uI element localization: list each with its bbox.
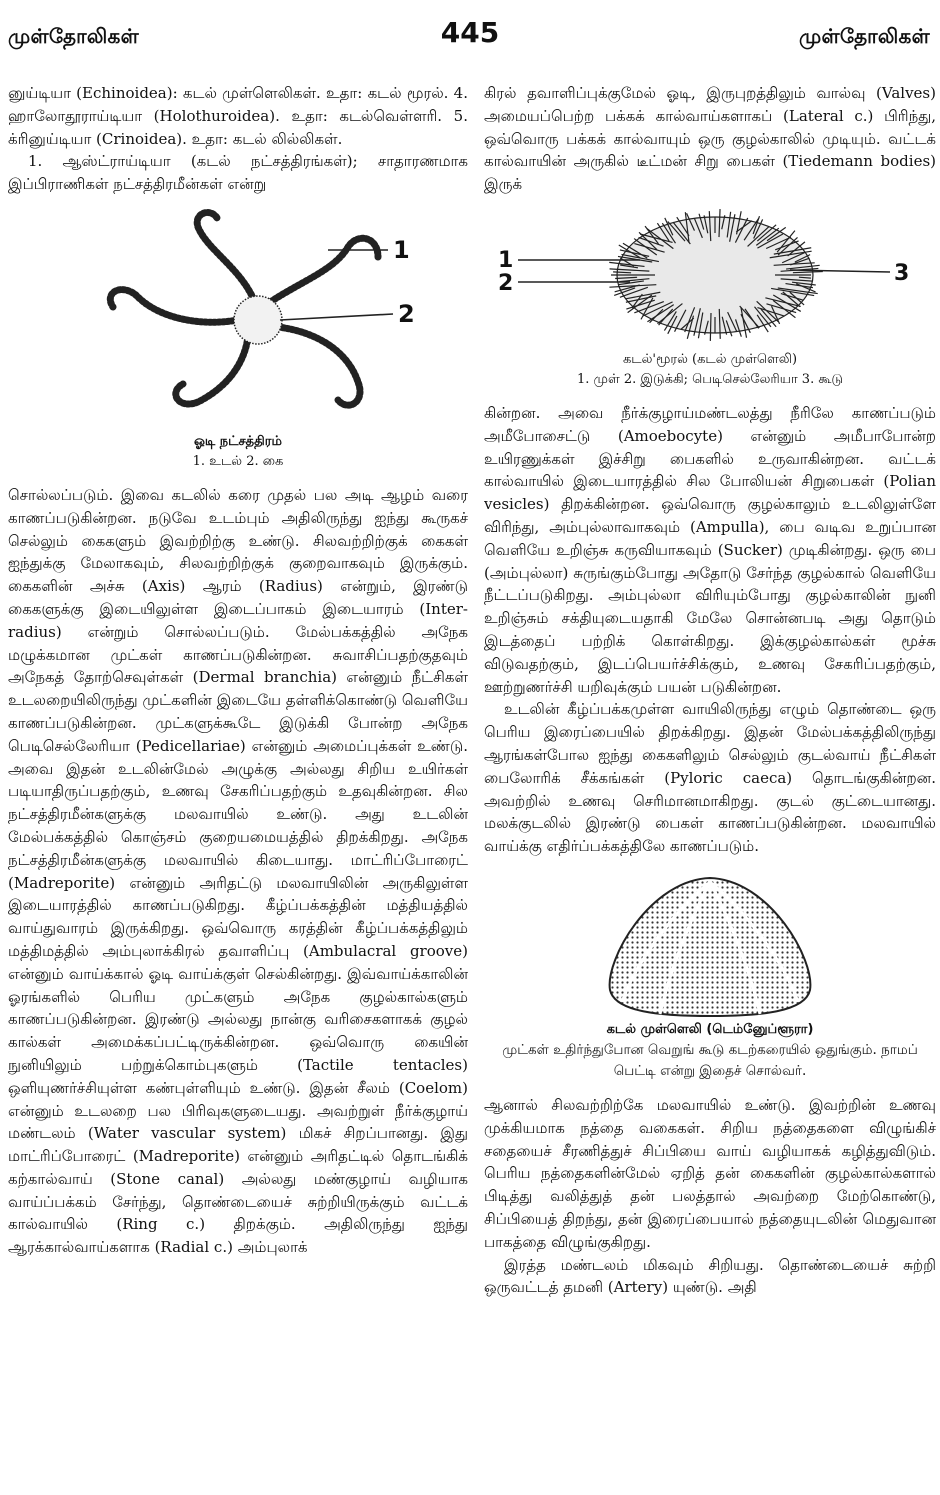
right-column	[484, 82, 936, 1489]
right-paragraph-4: ஆனால் சிலவற்றிற்கே மலவாயில் உண்டு. இவற்றின் உணவு முக்கியமாக நத்தை வகைகள். சிறிய நத்தைகளை விழுங்கிச் சதையைச் சீரணித்துச் சிப்பியை வாய் வழியாகக் கழித்துவிடும். பெரிய நத்தைகளின்மேல் ஏறித் தன் கைகளின் குழல்கால்களால் பிடித்து வலித்துத் தன் பலத்தால் அவற்றை மேற்கொண்டு, சிப்பியைத் திறந்து, தன் இரைப்பையால் நத்தையுடலின் மெதுவான பாகத்தை விழுங்குகிறது.	[484, 1095, 936, 1251]
brittle-star-caption-labels: 1. உடல் 2. கை	[192, 453, 284, 469]
right-paragraph-3: உடலின் கீழ்ப்பக்கமுள்ள வாயிலிருந்து எழும் தொண்டை ஒரு பெரிய இரைப்பையில் திறக்கிறது. இதன் மேல்பக்கத்திலிருந்து ஆரங்கள்போல ஐந்து கைகளிலும் செல்லும் குடல்வாய் நீட்சிகள் பைலோரிக் சீக்கங்கள் (Pyloric caeca) தொடங்குகின்றன. அவற்றில் உணவு செரிமானமாகிறது. குடல் குட்டையானது. மலக்குடலில் இரண்டு பைகள் காணப்படுகின்றன. மலவாயில் வாய்க்கு எதிர்ப்பக்கத்திலே காணப்படும்.	[484, 700, 936, 856]
right-paragraph-2: கின்றன. அவை நீர்க்குழாய்மண்டலத்து நீரிலே காணப்படும் அமீபோசைட்டு (Amoebocyte) என்னும் அமீபாபோன்ற உயிரணுக்கள் இச்சிறு பைகளில் உருவாகின்றன. வட்டக் கால்வாயில் இடையாரத்தில் சில போலியன் சிறுபைகள் (Polian vesicles) திறக்கின்றன. ஒவ்வொரு குழல்காலும் உடலிலுள்ளே விரிந்து, அம்புல்லாவாகவும் (Ampulla), பை வடிவ உறுப்பான வெளியே உறிஞ்சு கருவியாகவும் (Sucker) முடிகின்றது. ஒரு பை (அம்புல்லா) சுருங்கும்போது அதோடு சேர்ந்த குழல்கால் வெளியே நீட்டப்படுகிறது. அம்புல்லா விரியும்போது குழல்காலின் நுனி உறிஞ்சும் சக்தியுடையதாகி மேலே சொன்னபடி அது தொடும் இடத்தைப் பற்றிக் கொள்கிறது. இக்குழல்கால்கள் மூச்சு விடுவதற்கும், இடப்பெயர்ச்சிக்கும், உணவு சேகரிப்பதற்கும், ஊற்றுணர்ச்சி யறிவுக்கும் பயன் படுகின்றன.	[484, 403, 936, 696]
sea-urchin-label-2: 2	[498, 270, 514, 296]
right-paragraph-5: இரத்த மண்டலம் மிகவும் சிறியது. தொண்டையைச் சுற்றி ஒருவட்டத் தமனி (Artery) யுண்டு. அதி	[484, 1255, 936, 1297]
brittle-star-label-2: 2	[398, 299, 415, 328]
heart-urchin-caption-title: கடல் முள்ளெலி (டெம்னுேப்ளூரா)	[606, 1021, 814, 1037]
brittle-star-arm	[263, 238, 378, 307]
sea-urchin-label-1: 1	[498, 247, 514, 273]
figure-brittle-star	[8, 202, 468, 472]
sea-urchin-caption-title: கடல்'மூரல் (கடல் முள்ளெலி)	[622, 351, 798, 367]
brittle-star-label-1: 1	[393, 235, 410, 264]
header-right-title: முள்தோலிகள்	[799, 24, 930, 48]
left-paragraph-1: னுய்டியா (Echinoidea): கடல் முள்ளெலிகள். உதா: கடல் மூரல். 4. ஹாலோதூராய்டியா (Holothuroidea). உதா: கடல்வெள்ளரி. 5. க்ரினுய்டியா (Crinoidea). உதா: கடல் லில்லிகள்.	[8, 84, 468, 148]
figure-sea-urchin	[484, 200, 936, 390]
brittle-star-arm	[176, 337, 248, 404]
right-paragraph-1: கிரல் தவாளிப்புக்குமேல் ஓடி, இருபுறத்திலும் வால்வு (Valves) அமையப்பெற்ற பக்கக் கால்வாய்களாகப் (Lateral c.) பிரிந்து, ஒவ்வொரு பக்கக் கால்வாயும் ஒரு குழல்காலில் முடியும். வட்டக் கால்வாயின் அருகில் டீட்மன் சிறு பைகள் (Tiedemann bodies) இருக்	[484, 84, 936, 194]
brittle-star-arm	[278, 327, 360, 405]
brittle-star-illustration	[48, 202, 428, 432]
left-paragraph-3: சொல்லப்படும். இவை கடலில் கரை முதல் பல அடி ஆழம் வரை காணப்படுகின்றன. நடுவே உடம்பும் அதிலிருந்து ஐந்து கூருகச் செல்லும் கைகளும் இவற்றிற்கு உண்டு. சிலவற்றிற்குக் கைகள் ஐந்துக்கு மேலாகவும், சிலவற்றிற்குக் குறைவாகவும் இருக்கும். கைகளின் அச்சு (Axis) ஆரம் (Radius) என்றும், இரண்டு கைகளுக்கு இடையிலுள்ள இடைப்பாகம் இடையாரம் (Inter-radius) என்றும் சொல்லப்படும். மேல்பக்கத்தில் அநேக மழுக்கமான முட்கள் காணப்படுகின்றன. சுவாசிப்பதற்குதவும் அநேகத் தோற்செவுள்கள் (Dermal branchia) என்னும் நீட்சிகள் உடலறையிலிருந்து முட்களின் இடையே தள்ளிக்கொண்டு வெளியே காணப்படுகின்றன. முட்களுக்கூடே இடுக்கி போன்ற அநேக பெடிசெல்லேரியா (Pedicellariae) என்னும் அமைப்புக்கள் உண்டு. அவை இதன் உடலின்மேல் அழுக்கு அல்லது சிறிய உயிர்கள் படியாதிருப்பதற்கும், உணவு சேகரிப்பதற்கும் உதவுகின்றன. சில நட்சத்திரமீன்களுக்கு மலவாயில் உண்டு. அது உடலின் மேல்பக்கத்தில் கொஞ்சம் குறையமையத்தில் திறக்கிறது. அநேக நட்சத்திரமீன்களுக்கு மலவாயில் கிடையாது. மாட்ரிப்போரைட் (Madreporite) என்னும் அரிதட்டு மலவாயிலின் அருகிலுள்ள இடையாரத்தில் காணப்படுகிறது. கீழ்ப்பக்கத்தின் மத்தியத்தில் வாய்துவாரம் இருக்கிறது. ஒவ்வொரு கரத்தின் கீழ்ப்பக்கத்திலும் மத்திமத்தில் அம்புலாக்கிரல் தவாளிப்பு (Ambulacral groove) என்னும் வாய்க்கால் ஓடி வாய்க்குள் செல்கின்றது. இவ்வாய்க்காலின் ஓரங்களில் பெரிய முட்களும் அநேக குழல்கால்களும் காணப்படுகின்றன. இரண்டு அல்லது நான்கு வரிசைகளாகக் குழல் கால்கள் அமைக்கப்பட்டிருக்கின்றன. ஒவ்வொரு கையின் நுனியிலும் பற்றுக்கொம்புகளும் (Tactile tentacles) ஒளியுணர்ச்சியுள்ள கண்புள்ளியும் உண்டு. இதன் சீலம் (Coelom) என்னும் உடலறை பல பிரிவுகளுடையது. அவற்றுள் நீர்க்குழாய் மண்டலம் (Water vascular system) மிகச் சிறப்பானது. இது மாட்ரிப்போரைட் (Madreporite) என்னும் அரிதட்டில் தொடங்கிக் கற்கால்வாய் (Stone canal) அல்லது மண்குழாய் வழியாக வாய்ப்பக்கம் சேர்ந்து, தொண்டையைச் சுற்றியிருக்கும் வட்டக் கால்வாயில் (Ring c.) திறக்கும். அதிலிருந்து ஐந்து ஆரக்கால்வாய்களாக (Radial c.) அம்புலாக்	[8, 485, 468, 1257]
sea-urchin-caption-labels: 1. முள் 2. இடுக்கி; பெடிசெல்லேரியா 3. கூடு	[577, 371, 843, 387]
left-column	[8, 82, 468, 1489]
page-number: 445	[440, 16, 500, 49]
figure-heart-urchin	[484, 870, 936, 1082]
sea-urchin-spine	[710, 313, 711, 341]
heart-urchin-illustration	[590, 870, 830, 1020]
heart-urchin-caption-note: முட்கள் உதிர்ந்துபோன வெறுங் கூடு கடற்கரையில் ஒதுங்கும். நாமப் பெட்டி என்று இதைச் சொல்வர்.	[502, 1041, 918, 1079]
sea-urchin-illustration	[490, 200, 930, 350]
left-paragraph-2: 1. ஆஸ்ட்ராய்டியா (கடல் நட்சத்திரங்கள்); சாதாரணமாக இப்பிராணிகள் நட்சத்திரமீன்கள் என்று	[8, 152, 468, 194]
brittle-star-arm	[110, 290, 238, 323]
brittle-star-caption-title: ஓடி நட்சத்திரம்	[194, 433, 282, 449]
sea-urchin-label-3: 3	[894, 260, 910, 286]
brittle-star-disc	[234, 296, 282, 344]
running-header	[0, 0, 940, 74]
header-left-title: முள்தோலிகள்	[8, 24, 139, 48]
